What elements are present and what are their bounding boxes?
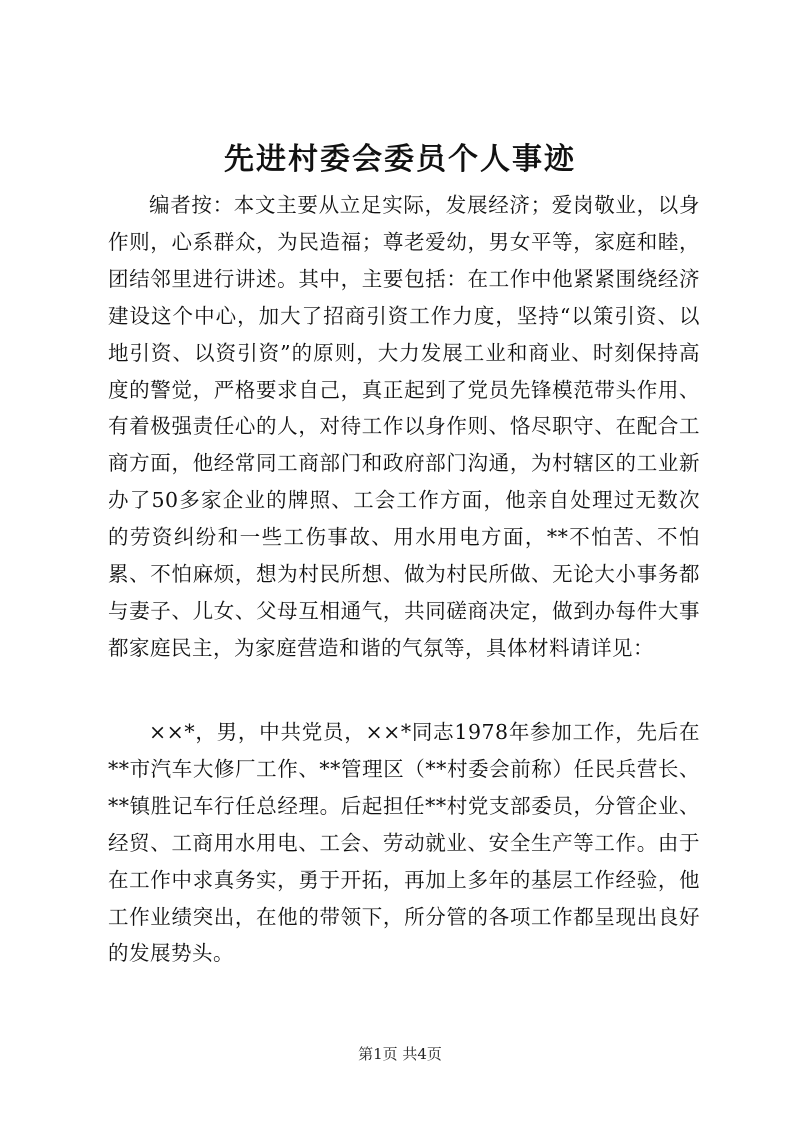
- profile-paragraph: ××*，男，中共党员，××*同志1978年参加工作，先后在**市汽车大修厂工作、**管理区（**村委会前称）任民兵营长、**镇胜记车行任总经理。后起担任**村党支部委员，分管企业、经贸、工商用水用电、工会、劳动就业、安全生产等工作。由于在工作中求真务实，勇于开拓，再加上多年的基层工作经验，他工作业绩突出，在他的带领下，所分管的各项工作都呈现出良好的发展势头。: [108, 720, 700, 966]
- editor-note-paragraph: 编者按：本文主要从立足实际，发展经济；爱岗敬业，以身作则，心系群众，为民造福；尊老爱幼，男女平等，家庭和睦，团结邻里进行讲述。其中，主要包括：在工作中他紧紧围绕经济建设这个中心，加大了招商引资工作力度，坚持“以策引资、以地引资、以资引资”的原则，大力发展工业和商业、时刻保持高度的警觉，严格要求自己，真正起到了党员先锋模范带头作用、有着极强责任心的人，对待工作以身作则、恪尽职守、在配合工商方面，他经常同工商部门和政府部门沟通，为村辖区的工业新办了50多家企业的牌照、工会工作方面，他亲自处理过无数次的劳资纠纷和一些工伤事故、用水用电方面，**不怕苦、不怕累、不怕麻烦，想为村民所想、做为村民所做、无论大小事务都与妻子、儿女、父母互相通气，共同磋商决定，做到办每件大事都家庭民主，为家庭营造和谐的气氛等，具体材料请详见：: [108, 193, 700, 660]
- page-number-footer: 第1页 共4页: [358, 1045, 442, 1063]
- document-title: 先进村委会委员个人事迹: [224, 142, 576, 177]
